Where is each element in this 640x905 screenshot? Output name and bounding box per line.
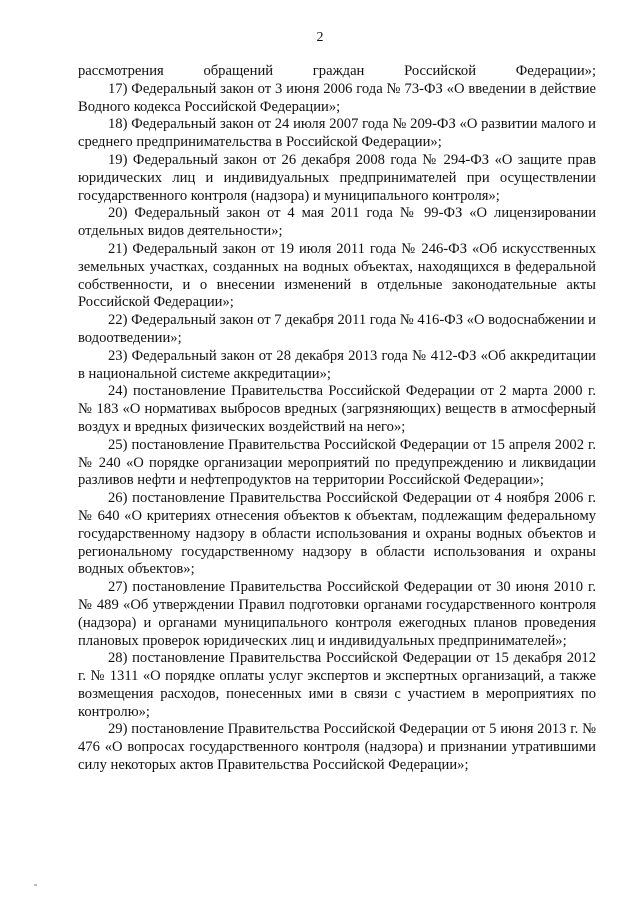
list-item-27: 27) постановление Правительства Российской Федерации от 30 июня 2010 г. № 489 «Об утверждении Правил подготовки органами государственного контроля (надзора) и органами муниципального контроля ежегодных планов проведения плановых проверок юридических лиц и индивидуальных предпринимателей»;: [78, 579, 596, 649]
list-item-20: 20) Федеральный закон от 4 мая 2011 года № 99-ФЗ «О лицензировании отдельных видов деятельности»;: [78, 205, 596, 240]
list-item-17: 17) Федеральный закон от 3 июня 2006 года № 73-ФЗ «О введении в действие Водного кодекса Российской Федерации»;: [78, 80, 596, 115]
list-item-22: 22) Федеральный закон от 7 декабря 2011 года № 416-ФЗ «О водоснабжении и водоотведении»;: [78, 312, 596, 346]
list-item-24: 24) постановление Правительства Российской Федерации от 2 марта 2000 г. № 183 «О нормативах выбросов вредных (загрязняющих) веществ в атмосферный воздух и вредных физических воздействий на него»;: [78, 383, 596, 435]
list-item-25: 25) постановление Правительства Российской Федерации от 15 апреля 2002 г. № 240 «О порядке организации мероприятий по предупреждению и ликвидации разливов нефти и нефтепродуктов на территории Российской Федерации»;: [78, 436, 596, 489]
scan-artifact: [34, 884, 37, 886]
list-item-23: 23) Федеральный закон от 28 декабря 2013 года № 412-ФЗ «Об аккредитации в национальной системе аккредитации»;: [78, 347, 596, 382]
page-number: 2: [316, 30, 324, 45]
list-item-19: 19) Федеральный закон от 26 декабря 2008 года № 294-ФЗ «О защите прав юридических лиц и индивидуальных предпринимателей при осуществлении государственного контроля (надзора) и муниципального контроля»;: [78, 151, 596, 204]
list-item-18: 18) Федеральный закон от 24 июля 2007 года № 209-ФЗ «О развитии малого и среднего предпринимательства в Российской Федерации»;: [78, 116, 596, 151]
continuation-line: рассмотрения обращений граждан Российской Федерации»;: [78, 63, 596, 79]
list-item-26: 26) постановление Правительства Российской Федерации от 4 ноября 2006 г. № 640 «О критериях отнесения объектов к объектам, подлежащим федеральному государственному надзору в области использования и охраны водных объектов и региональному государственному надзору в области использования и охраны водных объектов»;: [78, 490, 596, 578]
list-item-21: 21) Федеральный закон от 19 июля 2011 года № 246-ФЗ «Об искусственных земельных участках, созданных на водных объектах, находящихся в федеральной собственности, и о внесении изменений в отдельные законодательные акты Российской Федерации»;: [78, 240, 596, 311]
document-body: [78, 63, 596, 775]
list-item-29: 29) постановление Правительства Российской Федерации от 5 июня 2013 г. № 476 «О вопросах государственного контроля (надзора) и признании утратившими силу некоторых актов Правительства Российской Федерации»;: [78, 721, 596, 774]
list-item-28: 28) постановление Правительства Российской Федерации от 15 декабря 2012 г. № 1311 «О порядке оплаты услуг экспертов и экспертных организаций, а также возмещения расходов, понесенных ими в связи с участием в мероприятиях по контролю»;: [78, 650, 596, 720]
